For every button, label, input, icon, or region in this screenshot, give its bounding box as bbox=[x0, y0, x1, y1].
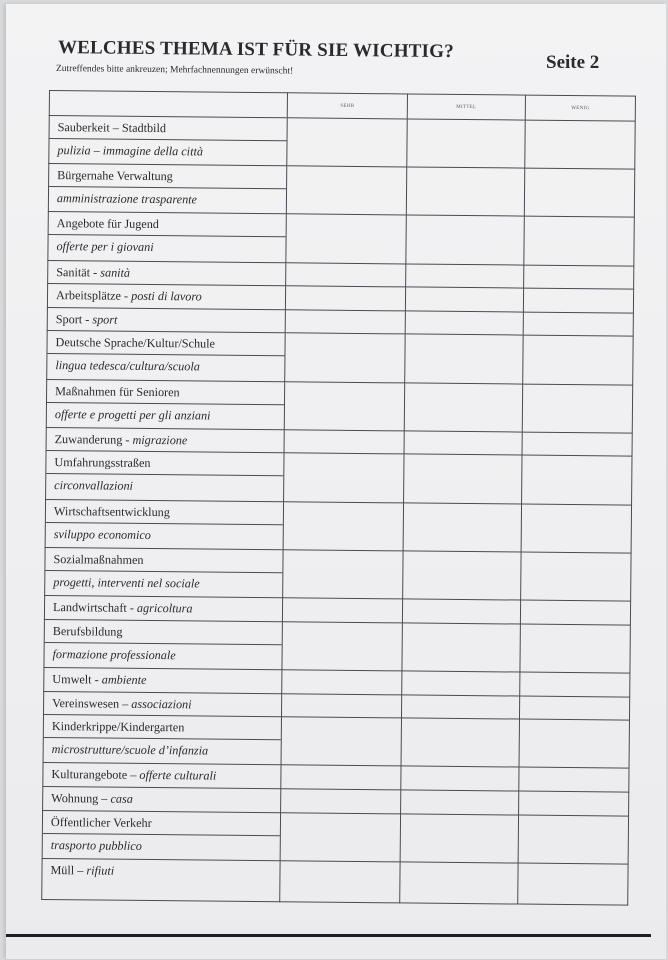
checkbox-wenig[interactable] bbox=[524, 217, 634, 266]
topic-label-german: Vereinswesen – bbox=[52, 695, 132, 711]
checkbox-wenig[interactable] bbox=[524, 168, 634, 217]
checkbox-mittel[interactable] bbox=[407, 119, 525, 168]
topic-label-italian: lingua tedesca/cultura/scuola bbox=[47, 353, 284, 378]
topic-label-german: Berufsbildung bbox=[52, 623, 123, 639]
topic-label-german: Umwelt - bbox=[52, 671, 102, 687]
topic-cell bbox=[45, 547, 283, 598]
checkbox-mittel[interactable] bbox=[402, 599, 520, 624]
topic-label-german: Öffentlicher Verkehr bbox=[50, 814, 152, 830]
topic-label-german: Zuwanderung - bbox=[54, 431, 133, 447]
checkbox-sehr[interactable] bbox=[286, 214, 406, 263]
checkbox-sehr[interactable] bbox=[284, 430, 404, 455]
topic-label-german: Bürgernahe Verwaltung bbox=[57, 168, 173, 184]
checkbox-wenig[interactable] bbox=[523, 288, 633, 313]
topic-label-italian: offerte per i giovani bbox=[48, 234, 285, 259]
checkbox-sehr[interactable] bbox=[283, 501, 403, 550]
checkbox-sehr[interactable] bbox=[287, 118, 407, 167]
checkbox-sehr[interactable] bbox=[286, 262, 406, 287]
topic-cell bbox=[43, 763, 281, 789]
topic-label-italian: agricoltura bbox=[136, 600, 193, 616]
topic-label-italian: pulizia – immagine della città bbox=[49, 138, 286, 163]
topic-cell bbox=[43, 786, 281, 812]
topic-label-italian: offerte culturali bbox=[139, 768, 217, 783]
survey-row bbox=[42, 858, 628, 905]
checkbox-wenig[interactable] bbox=[523, 336, 633, 385]
topic-label-italian: migrazione bbox=[132, 432, 188, 448]
checkbox-mittel[interactable] bbox=[406, 215, 524, 264]
checkbox-sehr[interactable] bbox=[281, 765, 401, 790]
topic-label-italian: formazione professionale bbox=[44, 642, 281, 667]
checkbox-mittel[interactable] bbox=[400, 813, 518, 862]
topic-label-italian: offerte e progetti per gli anziani bbox=[47, 402, 284, 427]
checkbox-wenig[interactable] bbox=[521, 504, 631, 553]
checkbox-wenig[interactable] bbox=[522, 432, 632, 457]
checkbox-mittel[interactable] bbox=[400, 862, 518, 904]
checkbox-mittel[interactable] bbox=[404, 431, 522, 456]
topic-cell bbox=[47, 331, 285, 382]
checkbox-sehr[interactable] bbox=[280, 812, 400, 861]
topic-cell bbox=[46, 379, 284, 430]
survey-sheet bbox=[6, 4, 666, 959]
checkbox-sehr[interactable] bbox=[281, 693, 401, 718]
topic-cell bbox=[45, 499, 283, 550]
topic-label-german: Sozialmaßnahmen bbox=[53, 551, 144, 567]
checkbox-mittel[interactable] bbox=[401, 718, 519, 767]
topic-cell bbox=[42, 858, 280, 902]
survey-row bbox=[46, 379, 632, 433]
topic-column-header bbox=[49, 91, 287, 118]
checkbox-sehr[interactable] bbox=[280, 861, 400, 903]
topic-cell bbox=[49, 116, 287, 167]
survey-row bbox=[45, 499, 631, 553]
topic-label-german: Sauberkeit – Stadtbild bbox=[57, 120, 167, 136]
checkbox-wenig[interactable] bbox=[519, 719, 629, 768]
instruction-text: Zutreffendes bitte ankreuzen; Mehrfachnennungen erwünscht! bbox=[55, 64, 294, 77]
topic-cell bbox=[44, 596, 282, 622]
survey-row bbox=[46, 451, 632, 505]
topic-label-italian: posti di lavoro bbox=[131, 289, 202, 304]
survey-row bbox=[43, 715, 629, 769]
checkbox-sehr[interactable] bbox=[281, 717, 401, 766]
survey-row bbox=[48, 164, 634, 218]
topic-label-german: Wohnung – bbox=[51, 790, 111, 806]
checkbox-sehr[interactable] bbox=[283, 550, 403, 599]
topic-cell bbox=[42, 810, 280, 861]
checkbox-sehr[interactable] bbox=[282, 621, 402, 670]
survey-row bbox=[48, 212, 634, 266]
topic-label-german: Arbeitsplätze - bbox=[55, 288, 132, 304]
checkbox-sehr[interactable] bbox=[282, 598, 402, 623]
topic-label-german: Kulturangebote – bbox=[51, 767, 140, 783]
topic-label-german: Wirtschaftsentwicklung bbox=[53, 503, 170, 519]
checkbox-wenig[interactable] bbox=[519, 696, 629, 721]
topic-label-german: Angebote für Jugend bbox=[56, 216, 159, 232]
checkbox-wenig[interactable] bbox=[524, 265, 634, 290]
topic-label-german: Deutsche Sprache/Kultur/Schule bbox=[55, 335, 216, 352]
topic-label-italian: casa bbox=[110, 791, 133, 806]
checkbox-mittel[interactable] bbox=[401, 766, 519, 791]
checkbox-mittel[interactable] bbox=[403, 503, 521, 552]
topic-label-italian: sanità bbox=[100, 265, 131, 280]
checkbox-mittel[interactable] bbox=[405, 311, 523, 336]
checkbox-wenig[interactable] bbox=[518, 863, 628, 905]
checkbox-mittel[interactable] bbox=[405, 287, 523, 312]
topic-cell bbox=[48, 164, 286, 215]
survey-row bbox=[44, 619, 630, 673]
checkbox-wenig[interactable] bbox=[520, 672, 630, 697]
topic-label-italian: progetti, interventi nel sociale bbox=[45, 570, 282, 595]
topic-label-italian: rifiuti bbox=[86, 863, 115, 878]
topic-label-german: Umfahrungsstraßen bbox=[54, 455, 151, 471]
checkbox-mittel[interactable] bbox=[405, 334, 523, 383]
page-number: Seite 2 bbox=[546, 52, 600, 73]
topic-label-german: Landwirtschaft - bbox=[52, 600, 138, 615]
survey-row bbox=[47, 331, 633, 385]
topic-cell bbox=[46, 451, 284, 502]
bottom-rule bbox=[6, 934, 651, 937]
topic-cell bbox=[48, 212, 286, 263]
checkbox-sehr[interactable] bbox=[285, 286, 405, 311]
topic-label-italian: trasporto pubblico bbox=[43, 833, 280, 858]
survey-table bbox=[41, 90, 636, 906]
topic-label-italian: ambiente bbox=[101, 672, 147, 687]
topic-label-italian: sport bbox=[92, 312, 118, 327]
topic-cell bbox=[44, 667, 282, 693]
topic-cell bbox=[48, 260, 286, 286]
topic-cell bbox=[47, 284, 285, 310]
topic-label-italian: microstrutture/scuole d’infanzia bbox=[44, 737, 281, 762]
topic-label-german: Müll – bbox=[50, 862, 87, 878]
topic-cell bbox=[44, 619, 282, 670]
checkbox-mittel[interactable] bbox=[406, 264, 524, 289]
survey-row bbox=[42, 810, 628, 864]
checkbox-mittel[interactable] bbox=[404, 454, 522, 503]
checkbox-sehr[interactable] bbox=[281, 789, 401, 814]
checkbox-sehr[interactable] bbox=[285, 333, 405, 382]
checkbox-mittel[interactable] bbox=[402, 671, 520, 696]
topic-label-german: Sanität - bbox=[56, 264, 101, 280]
topic-label-german: Kinderkrippe/Kindergarten bbox=[51, 719, 185, 735]
checkbox-mittel[interactable] bbox=[406, 167, 524, 216]
checkbox-wenig[interactable] bbox=[519, 767, 629, 792]
checkbox-wenig[interactable] bbox=[522, 384, 632, 433]
column-header-wenig: WENIG bbox=[525, 95, 635, 121]
checkbox-wenig[interactable] bbox=[520, 600, 630, 625]
checkbox-mittel[interactable] bbox=[404, 383, 522, 432]
topic-label-italian: sviluppo economico bbox=[46, 522, 283, 547]
checkbox-sehr[interactable] bbox=[284, 381, 404, 430]
checkbox-mittel[interactable] bbox=[401, 694, 519, 719]
topic-label-italian: amministrazione trasparente bbox=[49, 186, 286, 211]
checkbox-wenig[interactable] bbox=[520, 624, 630, 673]
topic-cell bbox=[44, 691, 282, 717]
survey-row bbox=[45, 547, 631, 601]
topic-cell bbox=[47, 307, 285, 333]
checkbox-sehr[interactable] bbox=[282, 670, 402, 695]
checkbox-sehr[interactable] bbox=[286, 166, 406, 215]
topic-label-italian: associazioni bbox=[131, 696, 192, 711]
topic-label-german: Maßnahmen für Senioren bbox=[55, 383, 180, 399]
survey-row bbox=[49, 116, 635, 170]
page-title: WELCHES THEMA IST FÜR SIE WICHTIG? bbox=[57, 37, 454, 63]
topic-label-italian: circonvallazioni bbox=[46, 473, 283, 498]
checkbox-sehr[interactable] bbox=[284, 453, 404, 502]
checkbox-wenig[interactable] bbox=[521, 552, 631, 601]
topic-cell bbox=[46, 427, 284, 453]
checkbox-mittel[interactable] bbox=[403, 551, 521, 600]
survey-body bbox=[42, 116, 635, 906]
checkbox-mittel[interactable] bbox=[402, 623, 520, 672]
checkbox-wenig[interactable] bbox=[519, 791, 629, 816]
checkbox-sehr[interactable] bbox=[285, 310, 405, 335]
checkbox-wenig[interactable] bbox=[525, 120, 635, 169]
checkbox-mittel[interactable] bbox=[401, 790, 519, 815]
checkbox-wenig[interactable] bbox=[522, 456, 632, 505]
topic-cell bbox=[43, 715, 281, 766]
topic-label-german: Sport - bbox=[55, 311, 93, 327]
column-header-mittel: MITTEL bbox=[407, 94, 525, 120]
checkbox-wenig[interactable] bbox=[518, 815, 628, 864]
column-header-sehr: SEHR bbox=[287, 93, 407, 119]
checkbox-wenig[interactable] bbox=[523, 312, 633, 337]
